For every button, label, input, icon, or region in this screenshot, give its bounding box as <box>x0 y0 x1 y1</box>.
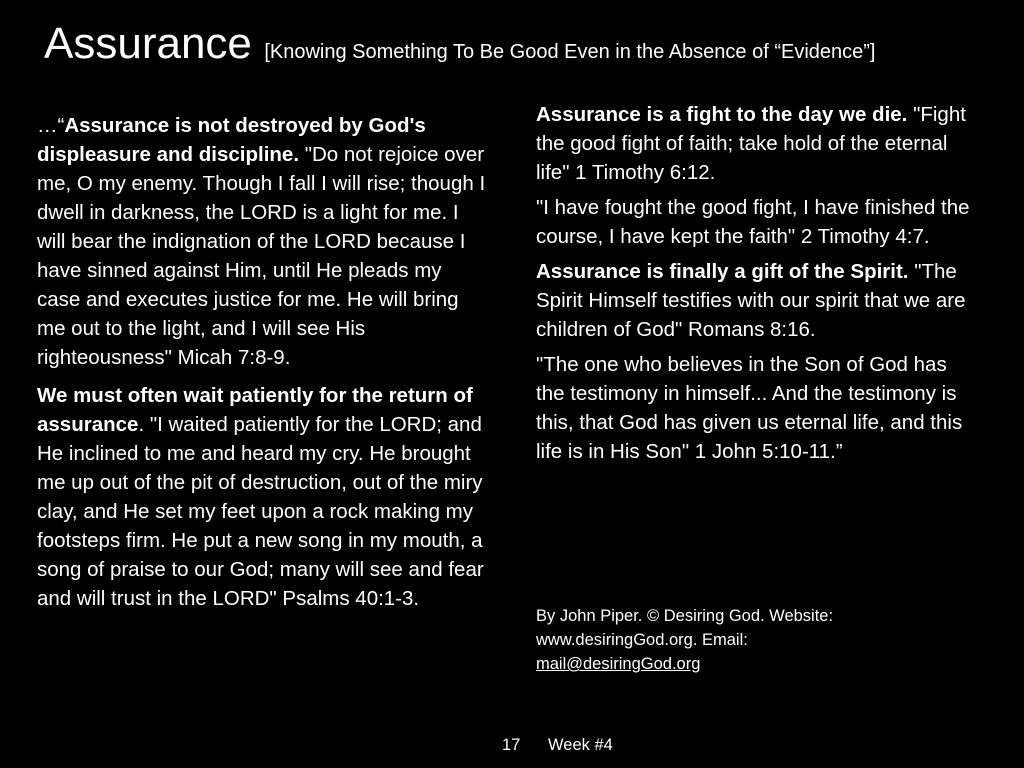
body-micah: "Do not rejoice over me, O my enemy. Though I fall I will rise; though I dwell in darkness, the LORD is a light for me. I will bear the indignation of the LORD because I have sinned against Him, until He pleads my case and executes justice for me. He will bring me out to the light, and I will see His righteousness" Micah 7:8-9. <box>37 143 486 369</box>
body-psalms: . "I waited patiently for the LORD; and He inclined to me and heard my cry. He brought me up out of the pit of destruction, out of the miry clay, and He set my feet upon a rock making my footsteps firm. He put a new song in my mouth, a song of praise to our God; many will see and fear and will trust in the LORD" Psalms 40:1-3. <box>37 413 484 610</box>
paragraph-discipline <box>37 111 489 372</box>
credit-text: By John Piper. © Desiring God. Website: www.desiringGod.org. Email: <box>536 607 834 649</box>
paragraph-fight <box>536 100 980 187</box>
right-column <box>536 100 980 472</box>
body-romans: "The Spirit Himself testifies with our spirit that we are children of God" Romans 8:16. <box>536 260 966 341</box>
slide-title <box>44 19 1004 68</box>
quote-prefix: …“ <box>37 114 65 137</box>
lead-wait-patiently: We must often wait patiently for the return of assurance <box>37 384 473 436</box>
body-2-timothy: "I have fought the good fight, I have finished the course, I have kept the faith" 2 Timothy 4:7. <box>536 196 970 248</box>
paragraph-wait-patiently <box>37 381 489 613</box>
page-number: 17 <box>502 736 521 754</box>
left-column <box>37 111 489 622</box>
lead-fight: Assurance is a fight to the day we die. <box>536 103 908 126</box>
body-1-timothy: "Fight the good fight of faith; take hold of the eternal life" 1 Timothy 6:12. <box>536 103 966 184</box>
paragraph-2-timothy <box>536 193 980 251</box>
credit-block <box>536 604 976 676</box>
title-subtitle: [Knowing Something To Be Good Even in the Absence of “Evidence”] <box>264 41 876 63</box>
body-1-john: "The one who believes in the Son of God has the testimony in himself... And the testimony is this, that God has given us eternal life, and this life is in His Son" 1 John 5:10-11.” <box>536 353 963 463</box>
week-label: Week #4 <box>548 736 613 754</box>
paragraph-spirit-gift <box>536 257 980 344</box>
title-main: Assurance <box>44 19 252 68</box>
paragraph-1-john <box>536 350 980 466</box>
lead-spirit-gift: Assurance is finally a gift of the Spirit. <box>536 260 909 283</box>
email-link[interactable]: mail@desiringGod.org <box>536 655 701 673</box>
lead-discipline: Assurance is not destroyed by God's displeasure and discipline. <box>37 114 426 166</box>
